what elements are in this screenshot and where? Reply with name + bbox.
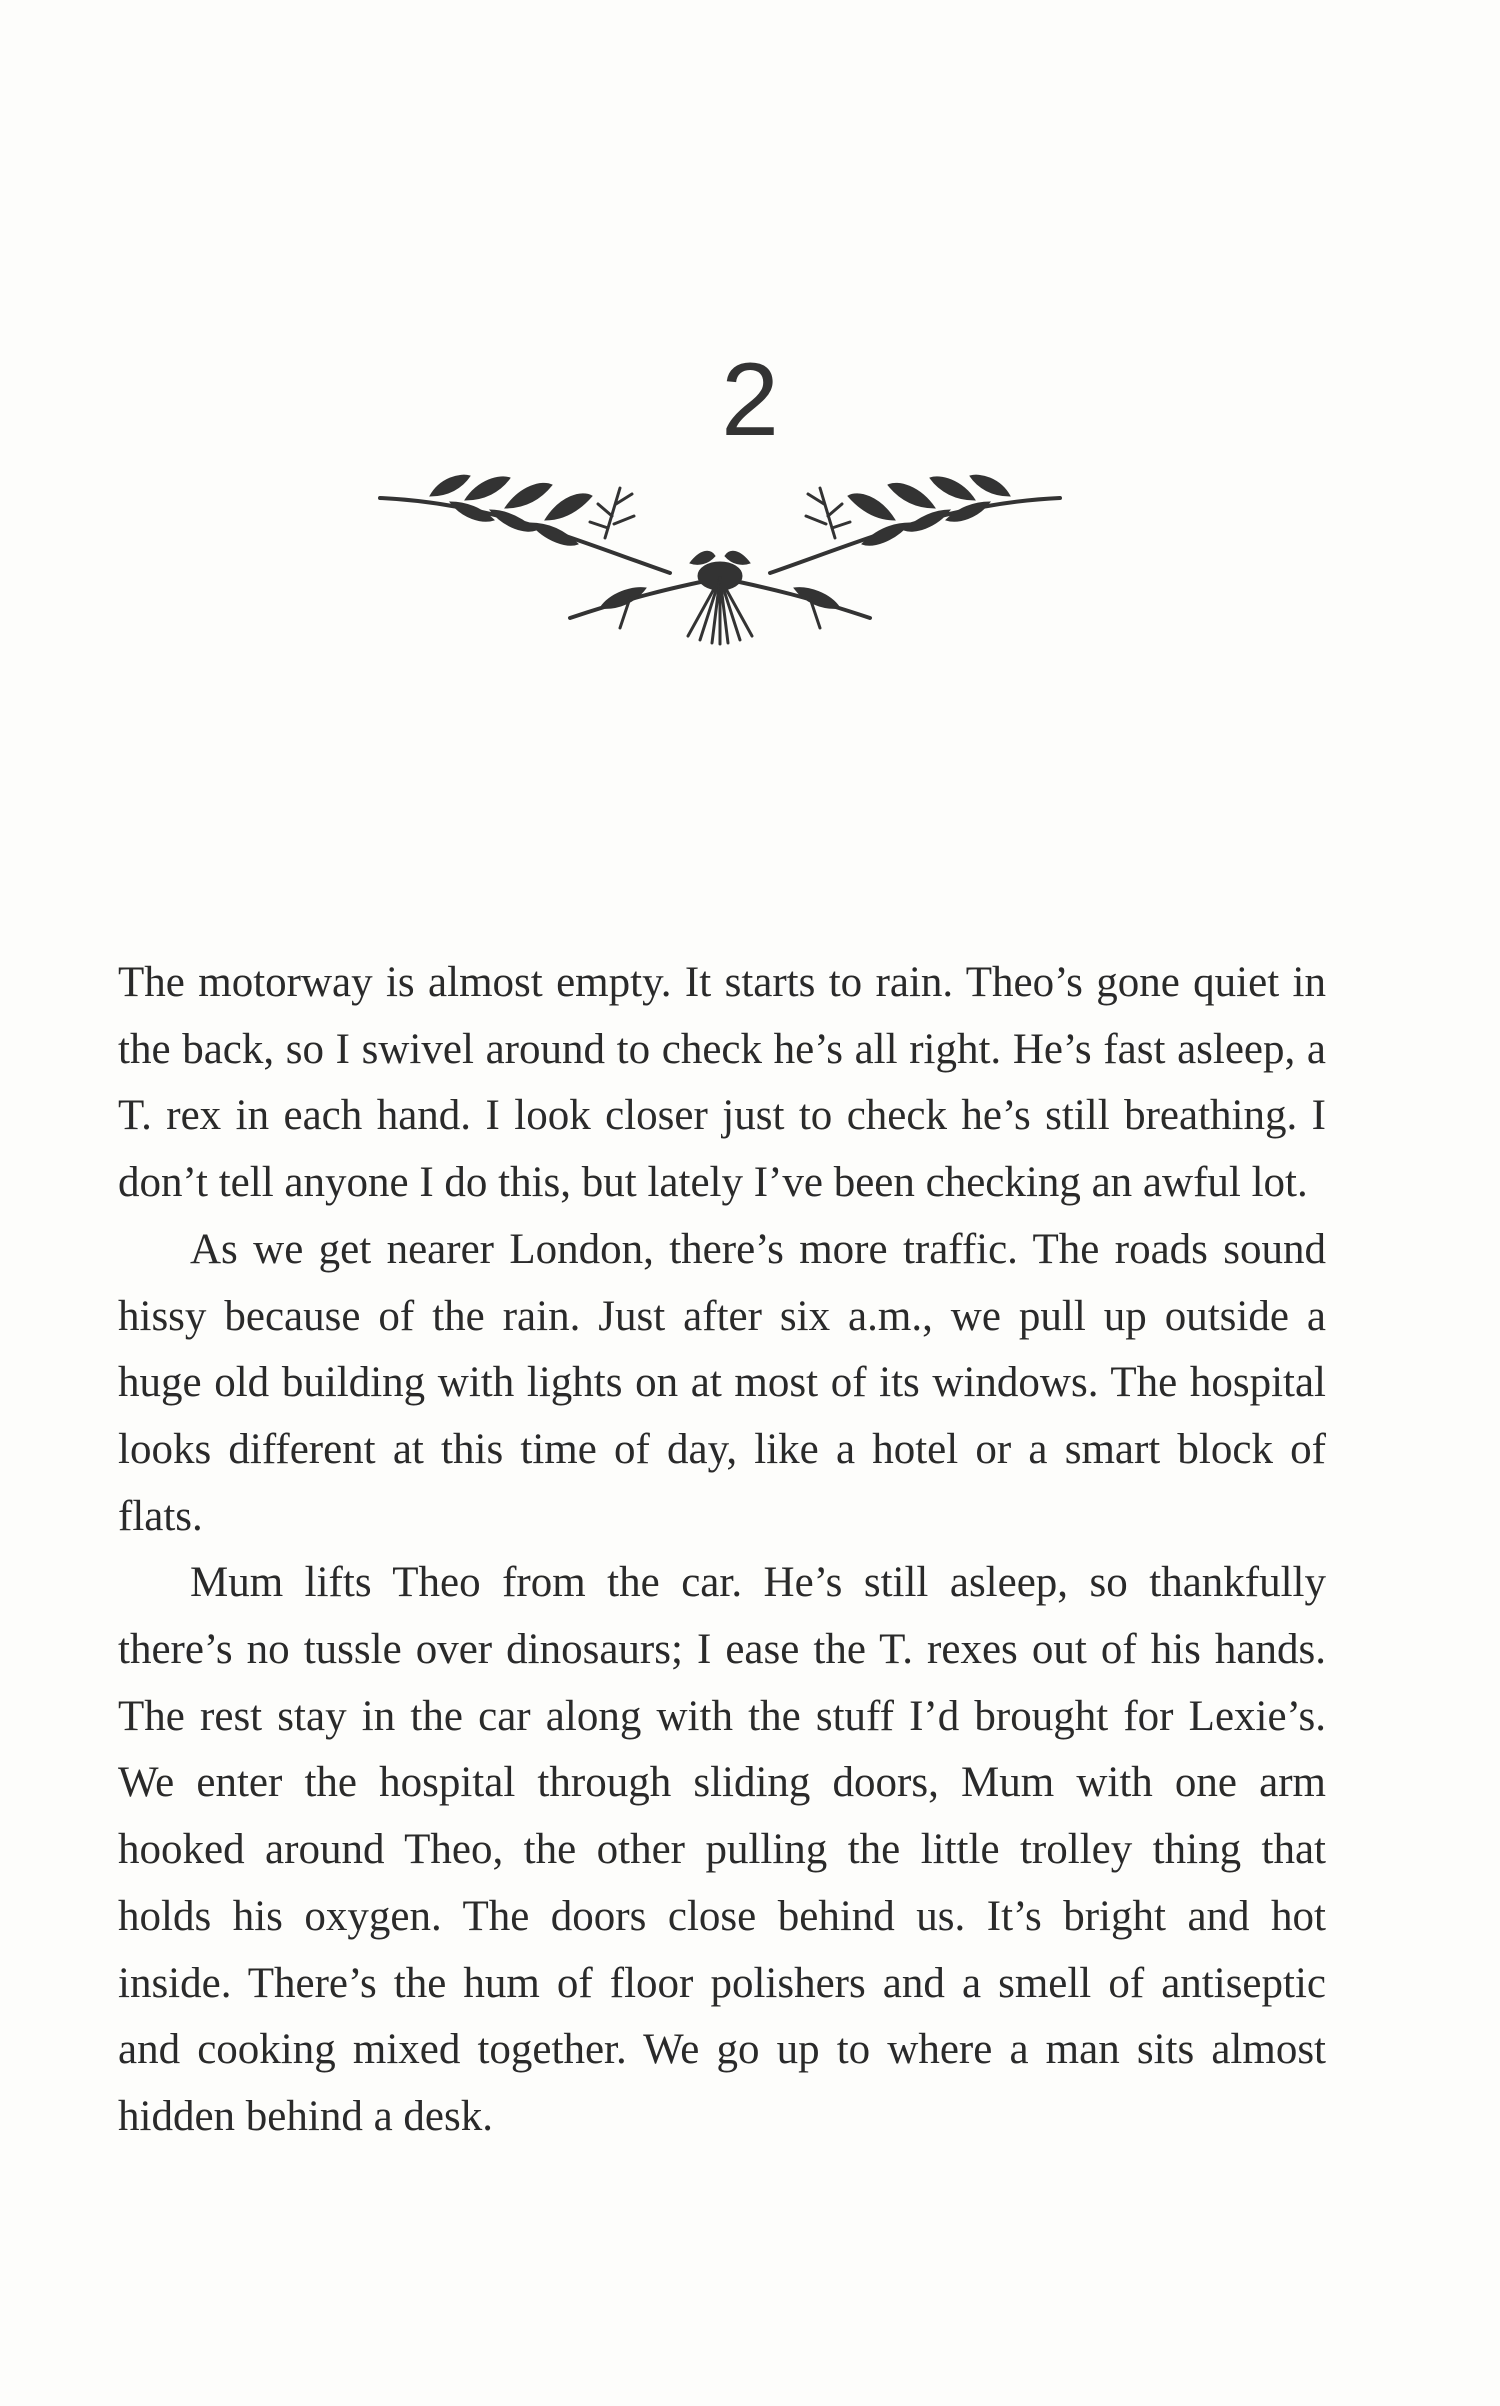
chapter-body-text	[118, 950, 1326, 2151]
chapter-number: 2	[721, 342, 779, 458]
paragraph-2: As we get nearer London, there’s more traffic. The roads sound hissy because of the rain. Just after six a.m., we pull up outside a huge old building with lights on at most of its windows. The hospital looks different at this time of day, like a hotel or a smart block of flats.	[118, 1225, 1326, 1540]
laurel-branch-ornament-icon	[370, 468, 1070, 648]
paragraph-1: The motorway is almost empty. It starts to rain. Theo’s gone quiet in the back, so I swivel around to check he’s all right. He’s fast asleep, a T. rex in each hand. I look closer just to check he’s still breathing. I don’t tell anyone I do this, but lately I’ve been checking an awful lot.	[118, 959, 1326, 1207]
paragraph-3: Mum lifts Theo from the car. He’s still asleep, so thankfully there’s no tussle over dinosaurs; I ease the T. rexes out of his hands. The rest stay in the car along with the stuff I’d brought for Lexie’s. We enter the hospital through sliding doors, Mum with one arm hooked around Theo, the other pulling the little trolley thing that holds his oxygen. The doors close behind us. It’s bright and hot inside. There’s the hum of floor polishers and a smell of antiseptic and cooking mixed together. We go up to where a man sits almost hidden behind a desk.	[118, 1559, 1326, 2140]
